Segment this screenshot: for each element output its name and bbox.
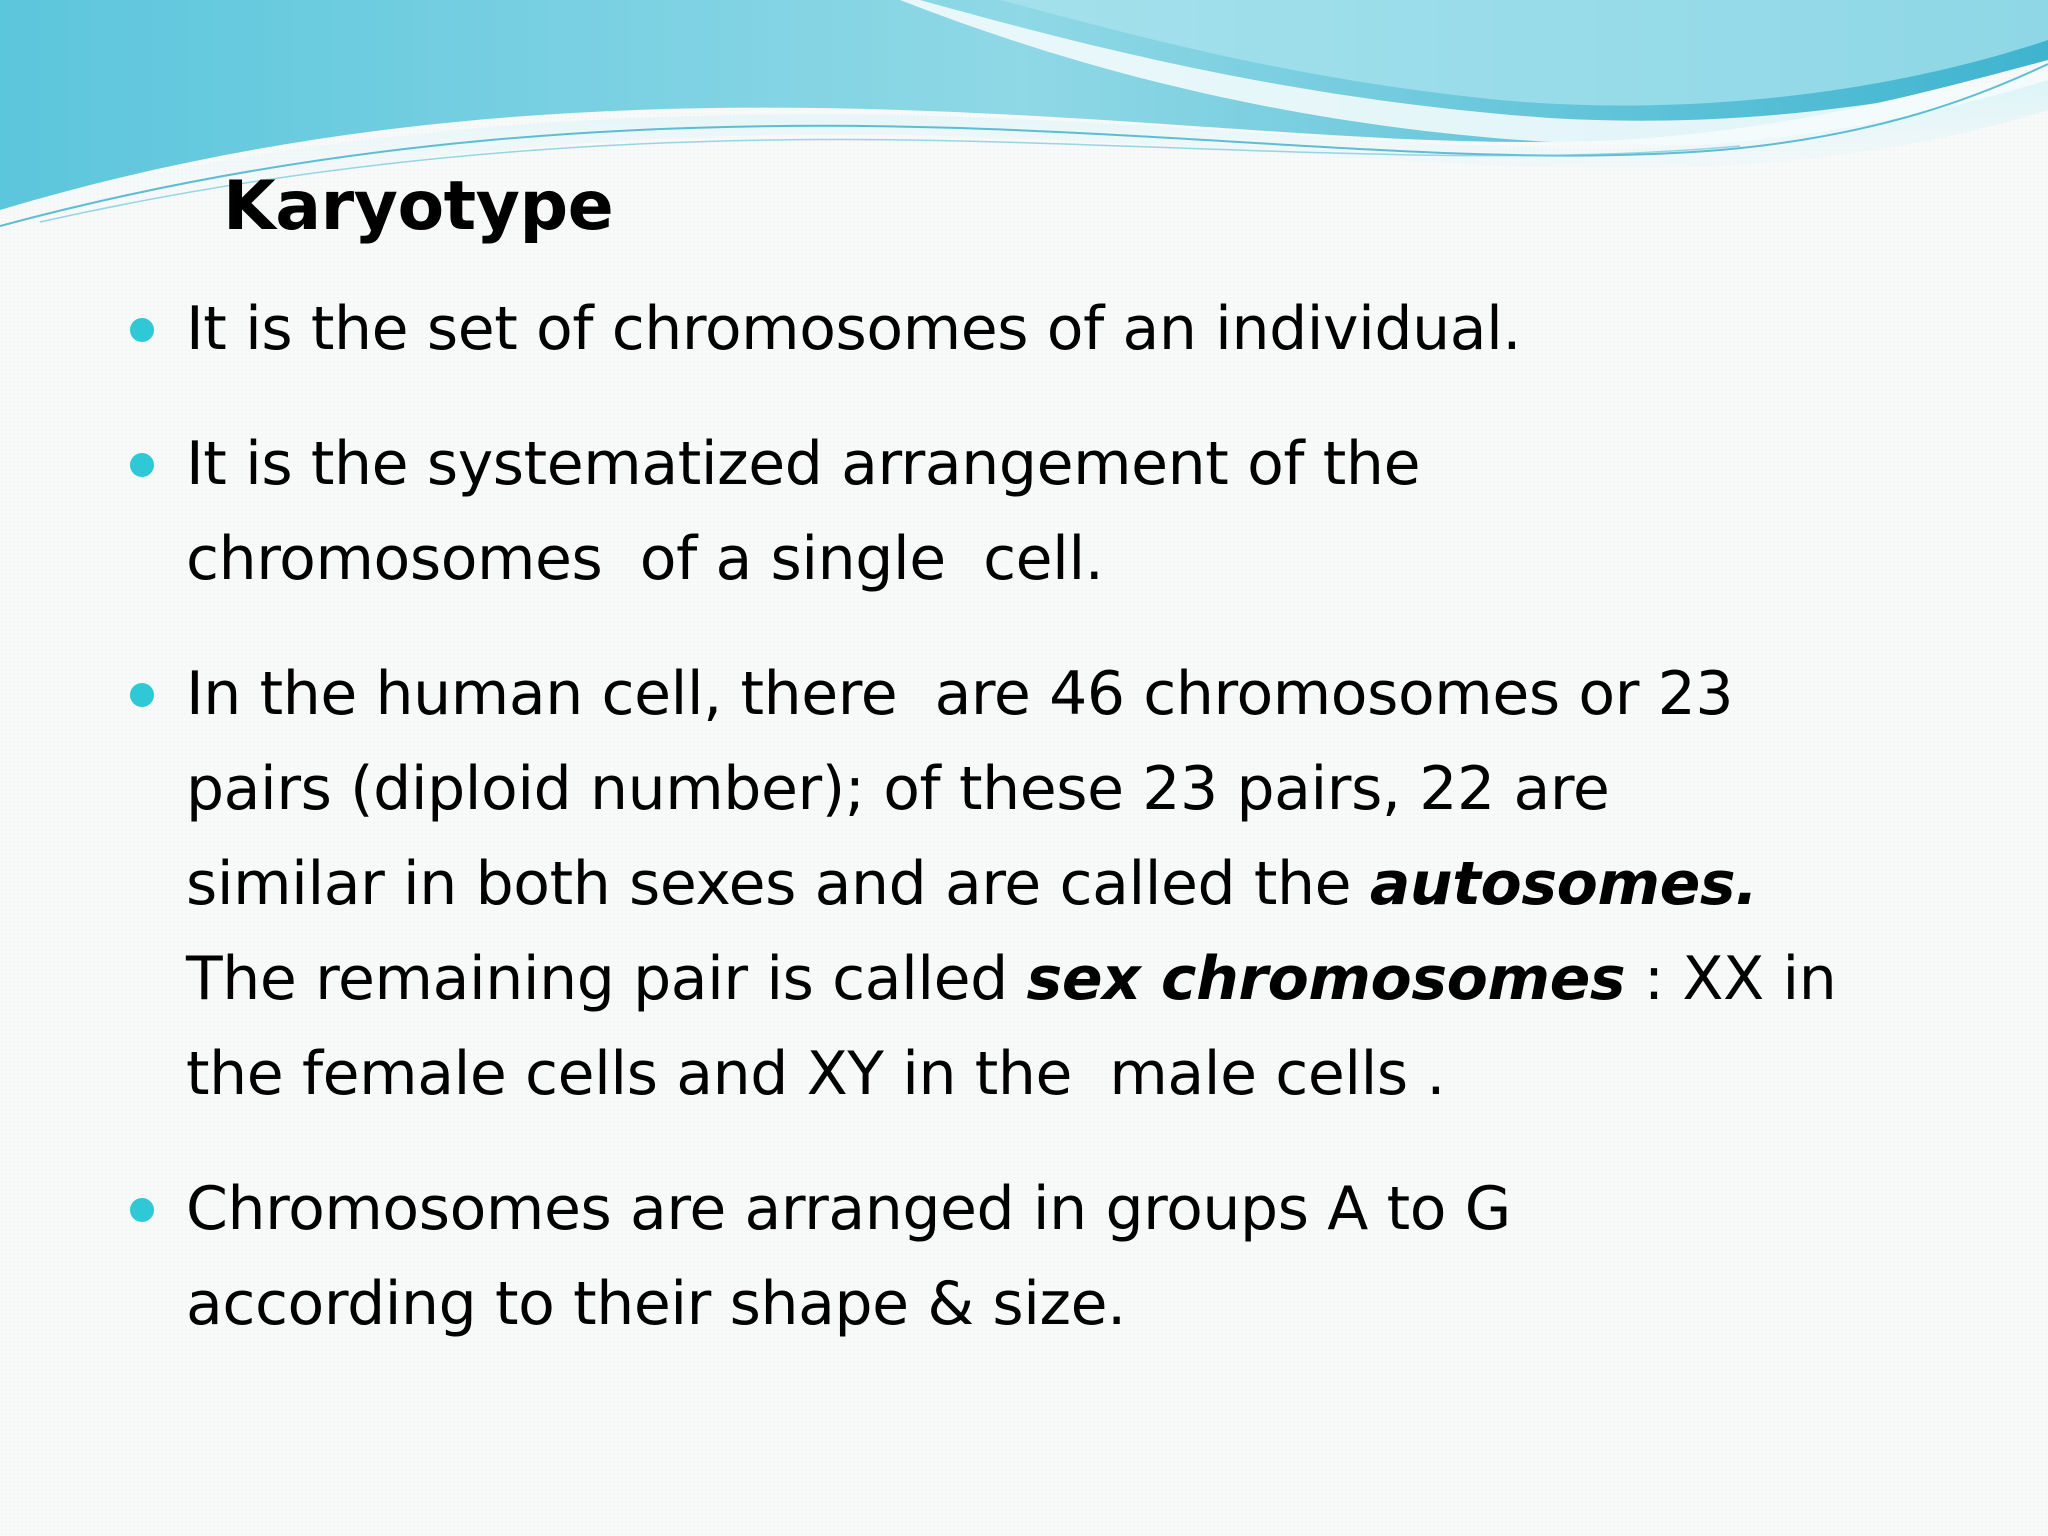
term-autosomes: autosomes. [1369,849,1758,919]
bullet-text-line [186,932,1906,1027]
bullet-text-line: It is the systematized arrangement of the [186,429,1421,499]
bullet-dot-icon [130,318,154,342]
bullet-dot-icon [130,1198,154,1222]
bullet-item-definition-arrangement [186,417,1906,607]
bullet-dot-icon [130,453,154,477]
slide-title: Karyotype [223,167,614,246]
bullet-text-line: In the human cell, there are 46 chromosomes or 23 [186,659,1734,729]
term-sex-chromosomes: sex chromosomes [1026,944,1626,1014]
bullet-text-line [186,837,1906,932]
bullet-item-definition-set [186,282,1906,377]
bullet-item-human-chromosomes [186,647,1906,1122]
bullet-text-line: the female cells and XY in the male cells . [186,1039,1446,1109]
bullet-dot-icon [130,683,154,707]
bullet-text-segment: similar in both sexes and are called the [186,849,1370,919]
bullet-text-line: Chromosomes are arranged in groups A to G [186,1174,1511,1244]
bullet-text-line: It is the set of chromosomes of an individual. [186,294,1522,364]
bullet-item-groups [186,1162,1906,1352]
bullet-text-segment: The remaining pair is called [186,944,1027,1014]
bullet-list [186,282,1906,1392]
bullet-text-line: chromosomes of a single cell. [186,524,1104,594]
bullet-text-line: pairs (diploid number); of these 23 pairs, 22 are [186,754,1610,824]
bullet-text-segment: : XX in [1625,944,1837,1014]
bullet-text-line: according to their shape & size. [186,1269,1126,1339]
